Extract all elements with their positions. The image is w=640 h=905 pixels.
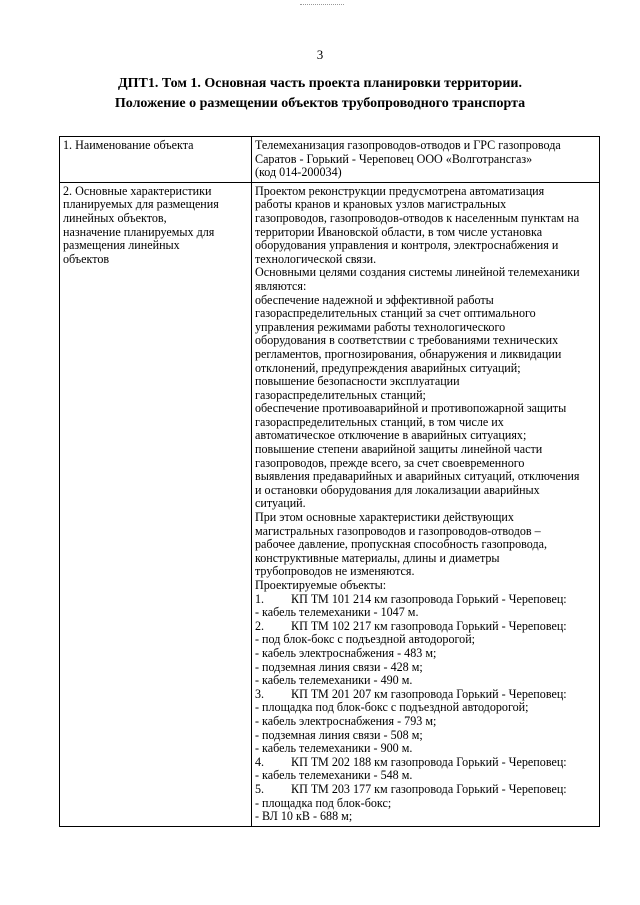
row2-label-line: линейных объектов, xyxy=(63,210,167,225)
row2-value-line: обеспечение надежной и эффективной работы xyxy=(255,292,494,307)
row2-value-line: ситуаций. xyxy=(255,496,306,511)
row2-value-line: конструктивные материалы, длины и диаметры xyxy=(255,550,500,565)
row2-value-line: оборудования в соответствии с требованиями технических xyxy=(255,333,559,348)
row2-value-line: Основными целями создания системы линейной телемеханики xyxy=(255,265,580,280)
row2-value-line: трубопроводов не изменяются. xyxy=(255,564,415,579)
object-heading xyxy=(255,620,596,634)
row2-value-line: обеспечение противоаварийной и противопожарной защиты xyxy=(255,401,567,416)
object-item: - кабель телемеханики - 1047 м. xyxy=(255,605,419,620)
object-number: 4. xyxy=(255,754,265,769)
row2-label-line: 2. Основные характеристики xyxy=(63,183,212,198)
row2-value-line: являются: xyxy=(255,278,307,293)
table-row-characteristics xyxy=(60,182,600,826)
row2-value-line: При этом основные характеристики действующих xyxy=(255,510,514,525)
title-line-2: Положение о размещении объектов трубопроводного транспорта xyxy=(114,96,526,111)
row2-value-line: управления режимами работы технологического xyxy=(255,319,506,334)
object-title: КП ТМ 101 214 км газопровода Горький - Череповец: xyxy=(291,591,567,606)
object-item: - ВЛ 10 кВ - 688 м; xyxy=(255,809,353,824)
object-number: 2. xyxy=(255,618,265,633)
object-item: - площадка под блок-бокс с подъездной автодорогой; xyxy=(255,700,529,715)
row2-label-line: планируемых для размещения xyxy=(63,197,219,212)
object-number: 1. xyxy=(255,591,265,606)
object-heading xyxy=(255,783,596,797)
scan-artifact xyxy=(300,4,344,8)
row2-value-line: рабочее давление, пропускная способность газопровода, xyxy=(255,537,548,552)
row2-value-line: выявления предаварийных и аварийных ситуаций, отключения xyxy=(255,469,580,484)
row2-value-line: автоматическое отключение в аварийных ситуациях; xyxy=(255,428,527,443)
row1-label-cell xyxy=(60,137,252,183)
row1-value-line: Саратов - Горький - Череповец ООО «Волготрансгаз» xyxy=(255,151,533,166)
row2-label-line: размещения линейных xyxy=(63,238,180,253)
object-number: 5. xyxy=(255,781,265,796)
object-item: - кабель телемеханики - 490 м. xyxy=(255,673,413,688)
row1-value-cell xyxy=(252,137,600,183)
row2-value-line: газопроводов, газопроводов-отводов к населенным пунктам на xyxy=(255,210,580,225)
row2-value-line: газораспределительных станций за счет оптимального xyxy=(255,306,536,321)
row2-value-line: повышение степени аварийной защиты линейной части xyxy=(255,442,543,457)
row2-value-cell xyxy=(252,182,600,826)
object-item: - площадка под блок-бокс; xyxy=(255,795,392,810)
row2-value-line: Проектом реконструкции предусмотрена автоматизация xyxy=(255,183,545,198)
object-item: - кабель телемеханики - 548 м. xyxy=(255,768,413,783)
row2-value-line: территории Ивановской области, в том числе установка xyxy=(255,224,543,239)
object-number: 3. xyxy=(255,686,265,701)
object-item: - подземная линия связи - 428 м; xyxy=(255,659,423,674)
object-item: - кабель телемеханики - 900 м. xyxy=(255,741,413,756)
object-heading xyxy=(255,688,596,702)
row2-label-cell xyxy=(60,182,252,826)
row1-label-line: 1. Наименование объекта xyxy=(63,138,194,152)
row2-value-line: и остановки оборудования для локализации аварийных xyxy=(255,482,540,497)
object-heading xyxy=(255,593,596,607)
object-item: - подземная линия связи - 508 м; xyxy=(255,727,423,742)
row2-value-line: работы кранов и крановых узлов магистральных xyxy=(255,197,507,212)
row2-value-line: регламентов, прогнозирования, обнаружения и ликвидации xyxy=(255,346,562,361)
row2-value-line: газораспределительных станций, в том числе их xyxy=(255,414,504,429)
row1-value-line: (код 014-200034) xyxy=(255,165,342,180)
row2-value-line: газопроводов, прежде всего, за счет своевременного xyxy=(255,455,525,470)
object-item: - кабель электроснабжения - 483 м; xyxy=(255,645,437,660)
row2-label-line: назначение планируемых для xyxy=(63,224,215,239)
row2-value-line: оборудования управления и контроля, электроснабжения и xyxy=(255,238,559,253)
row2-label-line: объектов xyxy=(63,251,110,266)
object-item: - кабель электроснабжения - 793 м; xyxy=(255,713,437,728)
object-title: КП ТМ 201 207 км газопровода Горький - Череповец: xyxy=(291,686,567,701)
object-item: - под блок-бокс с подъездной автодорогой; xyxy=(255,632,476,647)
row2-value-line: магистральных газопроводов и газопроводов-отводов – xyxy=(255,523,541,538)
object-heading xyxy=(255,756,596,770)
object-title: КП ТМ 102 217 км газопровода Горький - Череповец: xyxy=(291,618,567,633)
table-row-object-name xyxy=(60,137,600,183)
row2-value-line: Проектируемые объекты: xyxy=(255,578,387,592)
row2-value-line: технологической связи. xyxy=(255,251,377,266)
row2-value-line: газораспределительных станций; xyxy=(255,387,426,402)
row2-value-line: повышение безопасности эксплуатации xyxy=(255,374,460,389)
row2-value-line: отклонений, предупреждения аварийных ситуаций; xyxy=(255,360,521,375)
row1-value-line: Телемеханизация газопроводов-отводов и ГРС газопровода xyxy=(255,138,561,152)
page-title xyxy=(0,74,640,114)
page-number: 3 xyxy=(316,47,324,62)
document-table xyxy=(59,136,600,827)
object-title: КП ТМ 202 188 км газопровода Горький - Череповец: xyxy=(291,754,567,769)
object-title: КП ТМ 203 177 км газопровода Горький - Череповец: xyxy=(291,781,567,796)
title-line-1: ДПТ1. Том 1. Основная часть проекта планировки территории. xyxy=(118,76,522,91)
